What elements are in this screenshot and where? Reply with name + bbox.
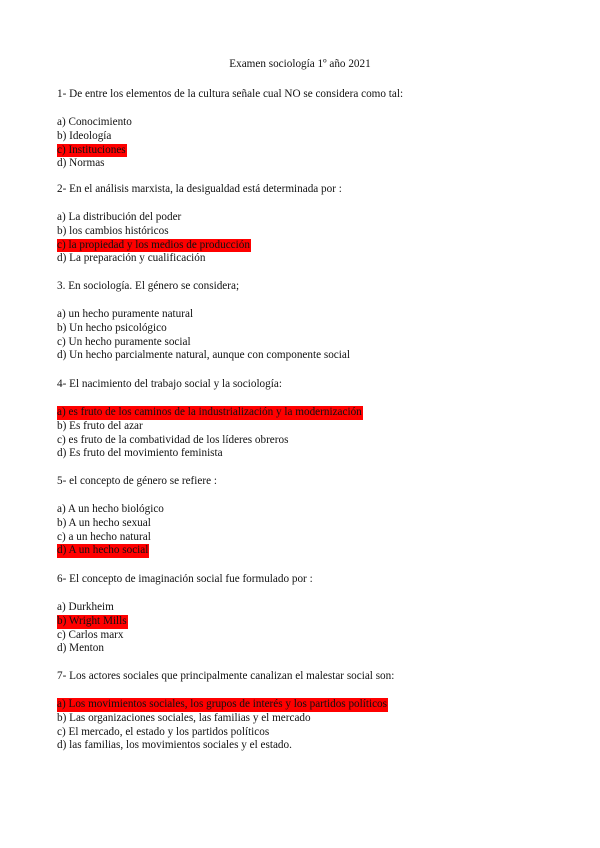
question-text: 3. En sociología. El género se considera; bbox=[57, 280, 240, 292]
option-b bbox=[57, 517, 557, 531]
page-title: Examen sociología 1º año 2021 bbox=[229, 58, 371, 70]
option-label: c) la propiedad y los medios de producción bbox=[57, 238, 250, 251]
option-label: b) A un hecho sexual bbox=[57, 516, 151, 529]
option-d bbox=[57, 739, 557, 753]
question-7 bbox=[57, 669, 557, 753]
option-d bbox=[57, 642, 557, 656]
option-label: a) La distribución del poder bbox=[57, 211, 182, 223]
question-text: 7- Los actores sociales que principalmente canalizan el malestar social son: bbox=[57, 670, 395, 682]
option-label: c) es fruto de la combatividad de los líderes obreros bbox=[57, 433, 289, 446]
option-list bbox=[57, 211, 557, 266]
option-label: d) Es fruto del movimiento feminista bbox=[57, 447, 223, 460]
option-d bbox=[57, 349, 557, 363]
option-label: a) Conocimiento bbox=[57, 116, 132, 128]
option-label: b) los cambios históricos bbox=[57, 224, 169, 237]
option-b bbox=[57, 712, 557, 726]
option-label: a) es fruto de los caminos de la industrialización y la modernización bbox=[57, 406, 362, 418]
question-3 bbox=[57, 279, 557, 363]
option-label: d) Menton bbox=[57, 642, 104, 655]
option-label: b) Wright Mills bbox=[57, 614, 127, 627]
option-label: a) un hecho puramente natural bbox=[57, 308, 194, 320]
option-d bbox=[57, 447, 557, 461]
option-label: d) las familias, los movimientos sociales y el estado. bbox=[57, 739, 292, 752]
question-text: 1- De entre los elementos de la cultura señale cual NO se considera como tal: bbox=[57, 88, 404, 100]
option-d bbox=[57, 252, 557, 266]
question-text: 5- el concepto de género se refiere : bbox=[57, 475, 217, 487]
option-c bbox=[57, 726, 557, 740]
option-a bbox=[57, 116, 557, 130]
option-label: a) A un hecho biológico bbox=[57, 503, 164, 515]
option-b bbox=[57, 322, 557, 336]
option-label: b) Ideología bbox=[57, 129, 112, 142]
question-2 bbox=[57, 182, 557, 266]
option-list bbox=[57, 601, 557, 656]
question-text: 6- El concepto de imaginación social fue formulado por : bbox=[57, 573, 313, 585]
option-a bbox=[57, 698, 557, 712]
option-a bbox=[57, 601, 557, 615]
question-4 bbox=[57, 377, 557, 461]
option-list bbox=[57, 698, 557, 753]
option-a bbox=[57, 406, 557, 420]
option-b bbox=[57, 420, 557, 434]
option-label: d) Un hecho parcialmente natural, aunque con componente social bbox=[57, 349, 350, 362]
option-label: d) Normas bbox=[57, 157, 105, 170]
question-5 bbox=[57, 474, 557, 558]
option-c bbox=[57, 629, 557, 643]
option-list bbox=[57, 116, 557, 171]
option-label: b) Es fruto del azar bbox=[57, 419, 143, 432]
option-label: c) El mercado, el estado y los partidos políticos bbox=[57, 725, 270, 738]
option-label: d) A un hecho social bbox=[57, 544, 149, 557]
question-1 bbox=[57, 87, 557, 171]
option-a bbox=[57, 211, 557, 225]
option-d bbox=[57, 157, 557, 171]
option-label: c) Un hecho puramente social bbox=[57, 335, 191, 348]
option-list bbox=[57, 308, 557, 363]
question-text: 4- El nacimiento del trabajo social y la sociología: bbox=[57, 378, 282, 390]
option-label: c) a un hecho natural bbox=[57, 530, 151, 543]
option-c bbox=[57, 434, 557, 448]
option-c bbox=[57, 239, 557, 253]
option-b bbox=[57, 225, 557, 239]
option-c bbox=[57, 144, 557, 158]
option-b bbox=[57, 615, 557, 629]
option-b bbox=[57, 130, 557, 144]
option-label: c) Carlos marx bbox=[57, 628, 124, 641]
option-label: d) La preparación y cualificación bbox=[57, 252, 206, 265]
option-label: b) Un hecho psicológico bbox=[57, 321, 167, 334]
question-text: 2- En el análisis marxista, la desigualdad está determinada por : bbox=[57, 183, 342, 195]
question-6 bbox=[57, 572, 557, 656]
option-label: a) Los movimientos sociales, los grupos de interés y los partidos políticos bbox=[57, 698, 387, 710]
option-c bbox=[57, 531, 557, 545]
option-c bbox=[57, 336, 557, 350]
option-d bbox=[57, 544, 557, 558]
option-label: b) Las organizaciones sociales, las familias y el mercado bbox=[57, 711, 311, 724]
option-list bbox=[57, 503, 557, 558]
option-label: c) Instituciones bbox=[57, 143, 126, 156]
option-a bbox=[57, 308, 557, 322]
option-label: a) Durkheim bbox=[57, 601, 114, 613]
option-a bbox=[57, 503, 557, 517]
option-list bbox=[57, 406, 557, 461]
